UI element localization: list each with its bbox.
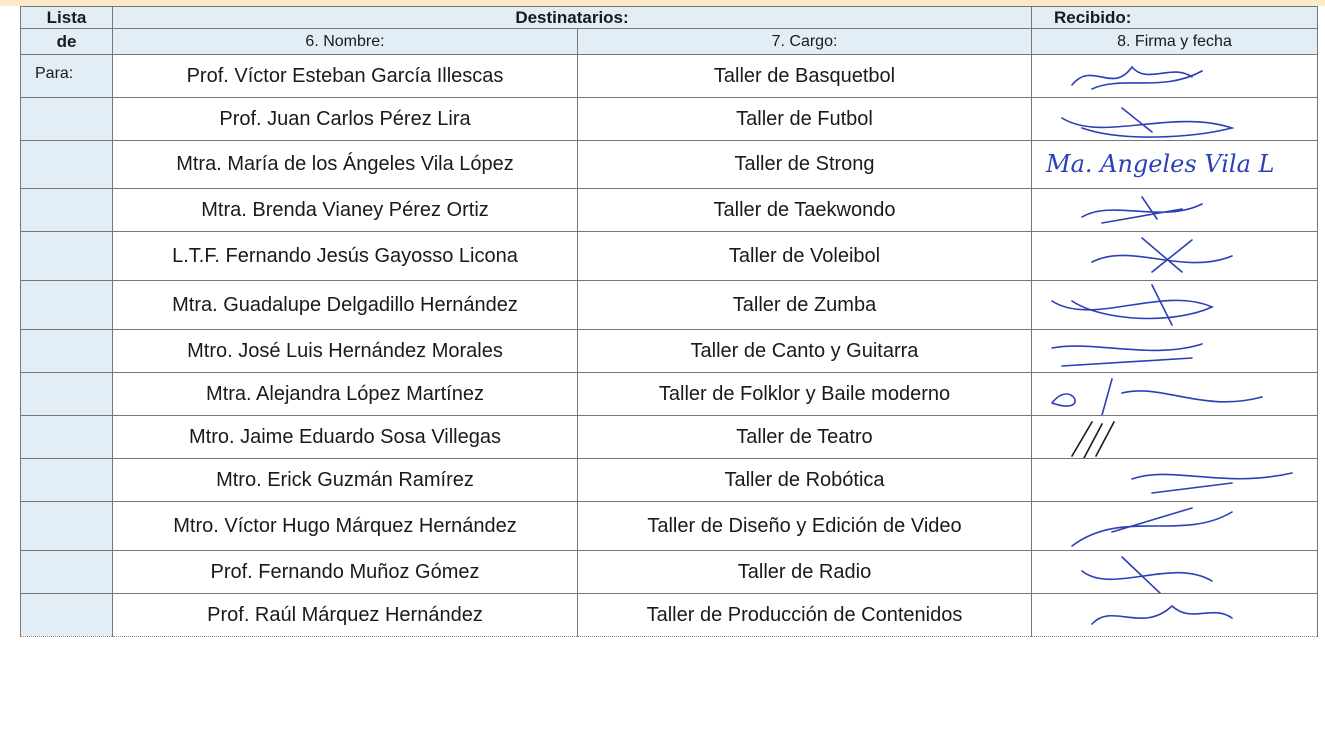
handwritten-signature [1032,416,1318,458]
table-row [21,502,1318,551]
recipient-name: Mtro. Erick Guzmán Ramírez [113,459,578,502]
cargo-column-header: 7. Cargo: [578,29,1032,55]
handwritten-signature [1032,551,1318,593]
signature-cell [1032,232,1318,281]
handwritten-signature [1032,55,1318,97]
signature-cell [1032,141,1318,189]
recipient-cargo: Taller de Diseño y Edición de Video [578,502,1032,551]
handwritten-signature [1032,373,1318,415]
para-label: Para: [21,55,113,98]
handwritten-signature [1032,281,1318,329]
signature-cell [1032,330,1318,373]
recipient-cargo: Taller de Canto y Guitarra [578,330,1032,373]
recipient-cargo: Taller de Voleibol [578,232,1032,281]
lista-cell [21,416,113,459]
recipient-name: Mtro. José Luis Hernández Morales [113,330,578,373]
signature-cell [1032,551,1318,594]
signature-cell [1032,98,1318,141]
recibido-header: Recibido: [1032,7,1318,29]
recipient-rows [21,55,1318,637]
recipient-name: Mtra. Brenda Vianey Pérez Ortiz [113,189,578,232]
destinatarios-header: Destinatarios: [113,7,1032,29]
signature-cell [1032,281,1318,330]
recipient-cargo: Taller de Taekwondo [578,189,1032,232]
handwritten-signature [1032,330,1318,372]
recipient-name: Prof. Víctor Esteban García Illescas [113,55,578,98]
table-row [21,55,1318,98]
recipient-cargo: Taller de Strong [578,141,1032,189]
handwritten-signature [1032,502,1318,550]
header-row-top [21,7,1318,29]
recipient-cargo: Taller de Teatro [578,416,1032,459]
recipient-cargo: Taller de Folklor y Baile moderno [578,373,1032,416]
table-row [21,594,1318,637]
lista-header-line1: Lista [21,7,113,29]
table-row [21,141,1318,189]
lista-cell [21,502,113,551]
signature-cell [1032,55,1318,98]
recipients-table [20,6,1318,637]
recipient-name: Mtra. Guadalupe Delgadillo Hernández [113,281,578,330]
handwritten-signature [1032,98,1318,140]
handwritten-signature-text: Ma. Angeles Vila L [1046,150,1275,178]
handwritten-signature [1032,189,1318,231]
recipient-name: Mtra. Alejandra López Martínez [113,373,578,416]
handwritten-signature [1032,594,1318,636]
table-row [21,232,1318,281]
signature-cell [1032,459,1318,502]
recipient-cargo: Taller de Futbol [578,98,1032,141]
recipient-name: Prof. Fernando Muñoz Gómez [113,551,578,594]
handwritten-signature [1032,232,1318,280]
signature-cell [1032,373,1318,416]
lista-cell [21,551,113,594]
recipient-cargo: Taller de Producción de Contenidos [578,594,1032,637]
signature-cell [1032,594,1318,637]
nombre-column-header: 6. Nombre: [113,29,578,55]
recipient-name: Mtro. Víctor Hugo Márquez Hernández [113,502,578,551]
recipient-name: Prof. Juan Carlos Pérez Lira [113,98,578,141]
table-row [21,551,1318,594]
table-row [21,373,1318,416]
table-row [21,281,1318,330]
recipient-cargo: Taller de Robótica [578,459,1032,502]
lista-cell [21,232,113,281]
table-row [21,459,1318,502]
lista-cell [21,189,113,232]
recipient-name: Mtro. Jaime Eduardo Sosa Villegas [113,416,578,459]
signature-cell [1032,502,1318,551]
lista-cell [21,141,113,189]
lista-header-line2: de [21,29,113,55]
lista-cell [21,594,113,637]
signature-cell [1032,189,1318,232]
table-row [21,98,1318,141]
recipient-name: Prof. Raúl Márquez Hernández [113,594,578,637]
lista-cell [21,98,113,141]
table-row [21,416,1318,459]
recipient-name: Mtra. María de los Ángeles Vila López [113,141,578,189]
table-row [21,330,1318,373]
lista-cell [21,459,113,502]
recipient-cargo: Taller de Radio [578,551,1032,594]
lista-cell [21,281,113,330]
table-row [21,189,1318,232]
lista-cell [21,373,113,416]
recipient-cargo: Taller de Zumba [578,281,1032,330]
firma-column-header: 8. Firma y fecha [1032,29,1318,55]
signature-cell [1032,416,1318,459]
lista-cell [21,330,113,373]
header-row-sub [21,29,1318,55]
recipient-name: L.T.F. Fernando Jesús Gayosso Licona [113,232,578,281]
handwritten-signature [1032,459,1318,501]
recipient-cargo: Taller de Basquetbol [578,55,1032,98]
